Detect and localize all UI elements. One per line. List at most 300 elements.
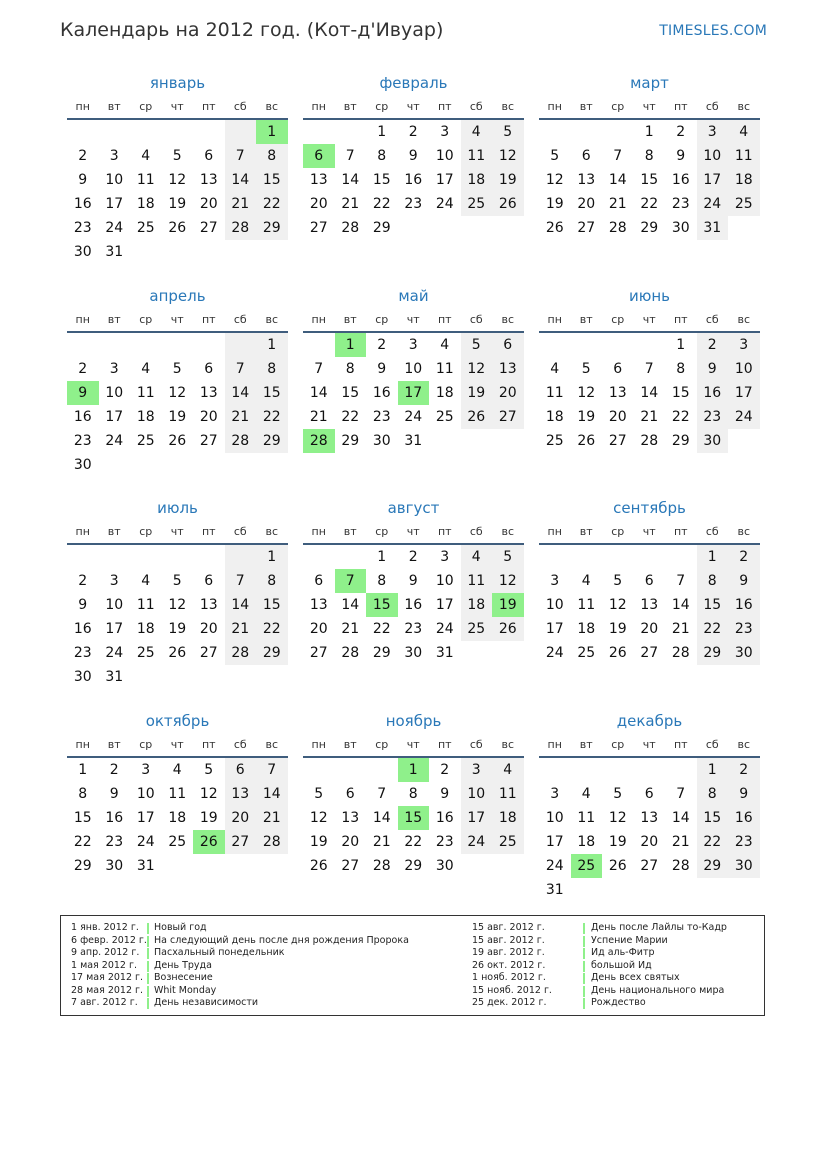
- day-cell[interactable]: 9: [728, 782, 760, 806]
- day-cell[interactable]: 23: [404, 196, 423, 212]
- day-cell[interactable]: 11: [461, 569, 493, 593]
- day-cell[interactable]: 13: [341, 810, 360, 826]
- day-cell[interactable]: 8: [256, 357, 288, 381]
- day-cell[interactable]: 11: [545, 385, 564, 401]
- day-cell[interactable]: 20: [199, 409, 218, 425]
- day-cell[interactable]: 27: [608, 433, 627, 449]
- day-cell[interactable]: 5: [613, 573, 623, 589]
- day-cell[interactable]: 6: [581, 148, 591, 164]
- day-cell[interactable]: 6: [204, 361, 214, 377]
- day-cell[interactable]: 18: [545, 409, 564, 425]
- day-cell[interactable]: 9: [377, 361, 387, 377]
- day-cell[interactable]: 13: [199, 172, 218, 188]
- day-cell[interactable]: 30: [404, 645, 423, 661]
- day-cell[interactable]: 23: [671, 196, 690, 212]
- day-cell[interactable]: 13: [577, 172, 596, 188]
- day-cell[interactable]: 28: [341, 645, 360, 661]
- day-cell[interactable]: 28: [640, 433, 659, 449]
- day-cell[interactable]: 3: [408, 337, 418, 353]
- day-cell[interactable]: 10: [404, 361, 423, 377]
- day-cell[interactable]: 6: [204, 573, 214, 589]
- day-cell[interactable]: 13: [608, 385, 627, 401]
- day-cell[interactable]: 10: [136, 786, 155, 802]
- day-cell[interactable]: 12: [168, 172, 187, 188]
- day-cell[interactable]: 16: [435, 810, 454, 826]
- day-cell[interactable]: 27: [225, 830, 257, 854]
- day-cell[interactable]: 1: [256, 333, 288, 357]
- day-cell[interactable]: 11: [492, 782, 524, 806]
- day-cell[interactable]: 1: [377, 549, 387, 565]
- day-cell[interactable]: 10: [105, 597, 124, 613]
- day-cell[interactable]: 29: [372, 220, 391, 236]
- day-cell[interactable]: 8: [256, 569, 288, 593]
- day-cell[interactable]: 14: [640, 385, 659, 401]
- day-cell[interactable]: 1: [377, 124, 387, 140]
- day-cell[interactable]: 18: [728, 168, 760, 192]
- day-cell[interactable]: 17: [545, 621, 564, 637]
- day-cell[interactable]: 14: [309, 385, 328, 401]
- day-cell[interactable]: 2: [377, 337, 387, 353]
- day-cell[interactable]: 3: [697, 120, 729, 144]
- day-cell[interactable]: 27: [309, 645, 328, 661]
- day-cell[interactable]: 20: [309, 196, 328, 212]
- day-cell[interactable]: 18: [168, 810, 187, 826]
- day-cell[interactable]: 21: [256, 806, 288, 830]
- day-cell[interactable]: 19: [168, 409, 187, 425]
- day-cell[interactable]: 20: [640, 834, 659, 850]
- day-cell[interactable]: 12: [492, 144, 524, 168]
- day-cell[interactable]: 1: [676, 337, 686, 353]
- day-cell[interactable]: 12: [608, 597, 627, 613]
- day-cell[interactable]: 31: [105, 669, 124, 685]
- day-cell[interactable]: 3: [109, 573, 119, 589]
- day-cell[interactable]: 14: [671, 810, 690, 826]
- day-cell[interactable]: 3: [550, 786, 560, 802]
- day-cell[interactable]: 19: [577, 409, 596, 425]
- day-cell[interactable]: 6: [204, 148, 214, 164]
- day-cell[interactable]: 7: [676, 786, 686, 802]
- day-cell[interactable]: 2: [728, 545, 760, 569]
- day-cell[interactable]: 26: [168, 220, 187, 236]
- day-cell[interactable]: 8: [697, 569, 729, 593]
- day-cell[interactable]: 4: [440, 337, 450, 353]
- day-cell[interactable]: 6: [492, 333, 524, 357]
- day-cell[interactable]: 4: [581, 786, 591, 802]
- day-cell[interactable]: 17: [105, 621, 124, 637]
- day-cell[interactable]: 13: [640, 597, 659, 613]
- day-cell[interactable]: 16: [404, 597, 423, 613]
- day-cell[interactable]: 18: [435, 385, 454, 401]
- day-cell[interactable]: 1: [697, 545, 729, 569]
- day-cell[interactable]: 27: [341, 858, 360, 874]
- day-cell[interactable]: 5: [314, 786, 324, 802]
- day-cell[interactable]: 5: [550, 148, 560, 164]
- day-cell[interactable]: 10: [105, 172, 124, 188]
- day-cell[interactable]: 29: [697, 641, 729, 665]
- day-cell[interactable]: 19: [608, 834, 627, 850]
- day-cell[interactable]: 26: [168, 645, 187, 661]
- day-cell[interactable]: 29: [341, 433, 360, 449]
- day-cell[interactable]: 22: [697, 617, 729, 641]
- day-cell[interactable]: 20: [309, 621, 328, 637]
- day-cell[interactable]: 17: [435, 597, 454, 613]
- day-cell[interactable]: 2: [408, 549, 418, 565]
- day-cell[interactable]: 30: [372, 433, 391, 449]
- site-brand-link[interactable]: TIMESLES.COM: [659, 23, 767, 39]
- day-cell[interactable]: 23: [73, 645, 92, 661]
- day-cell[interactable]: 29: [404, 858, 423, 874]
- day-cell[interactable]: 25: [435, 409, 454, 425]
- day-cell[interactable]: 25: [577, 645, 596, 661]
- day-cell[interactable]: 24: [728, 405, 760, 429]
- day-cell[interactable]: 9: [728, 569, 760, 593]
- day-cell[interactable]: 17: [461, 806, 493, 830]
- day-cell[interactable]: 24: [136, 834, 155, 850]
- day-cell[interactable]: 5: [492, 545, 524, 569]
- day-cell[interactable]: 28: [341, 220, 360, 236]
- holiday-day-cell[interactable]: 17: [398, 381, 430, 405]
- day-cell[interactable]: 23: [372, 409, 391, 425]
- day-cell[interactable]: 14: [256, 782, 288, 806]
- day-cell[interactable]: 7: [225, 569, 257, 593]
- day-cell[interactable]: 22: [372, 196, 391, 212]
- day-cell[interactable]: 20: [608, 409, 627, 425]
- day-cell[interactable]: 18: [492, 806, 524, 830]
- day-cell[interactable]: 4: [492, 758, 524, 782]
- day-cell[interactable]: 17: [545, 834, 564, 850]
- day-cell[interactable]: 23: [697, 405, 729, 429]
- day-cell[interactable]: 25: [136, 645, 155, 661]
- day-cell[interactable]: 25: [545, 433, 564, 449]
- day-cell[interactable]: 24: [404, 409, 423, 425]
- day-cell[interactable]: 2: [78, 361, 88, 377]
- day-cell[interactable]: 30: [728, 641, 760, 665]
- day-cell[interactable]: 3: [728, 333, 760, 357]
- day-cell[interactable]: 5: [461, 333, 493, 357]
- day-cell[interactable]: 19: [168, 621, 187, 637]
- day-cell[interactable]: 10: [728, 357, 760, 381]
- day-cell[interactable]: 17: [105, 196, 124, 212]
- day-cell[interactable]: 19: [168, 196, 187, 212]
- day-cell[interactable]: 22: [256, 617, 288, 641]
- day-cell[interactable]: 21: [671, 621, 690, 637]
- day-cell[interactable]: 24: [461, 830, 493, 854]
- day-cell[interactable]: 28: [225, 216, 257, 240]
- day-cell[interactable]: 31: [697, 216, 729, 240]
- day-cell[interactable]: 12: [492, 569, 524, 593]
- day-cell[interactable]: 30: [73, 244, 92, 260]
- day-cell[interactable]: 7: [256, 758, 288, 782]
- day-cell[interactable]: 14: [341, 597, 360, 613]
- day-cell[interactable]: 13: [199, 385, 218, 401]
- day-cell[interactable]: 12: [199, 786, 218, 802]
- holiday-day-cell[interactable]: 9: [67, 381, 99, 405]
- day-cell[interactable]: 7: [377, 786, 387, 802]
- day-cell[interactable]: 6: [225, 758, 257, 782]
- day-cell[interactable]: 15: [73, 810, 92, 826]
- day-cell[interactable]: 16: [697, 381, 729, 405]
- day-cell[interactable]: 2: [78, 573, 88, 589]
- day-cell[interactable]: 8: [78, 786, 88, 802]
- day-cell[interactable]: 25: [461, 617, 493, 641]
- day-cell[interactable]: 30: [105, 858, 124, 874]
- day-cell[interactable]: 22: [372, 621, 391, 637]
- day-cell[interactable]: 9: [676, 148, 686, 164]
- day-cell[interactable]: 9: [697, 357, 729, 381]
- day-cell[interactable]: 15: [697, 806, 729, 830]
- day-cell[interactable]: 27: [199, 220, 218, 236]
- day-cell[interactable]: 31: [435, 645, 454, 661]
- day-cell[interactable]: 18: [461, 593, 493, 617]
- day-cell[interactable]: 29: [640, 220, 659, 236]
- day-cell[interactable]: 15: [697, 593, 729, 617]
- day-cell[interactable]: 21: [341, 621, 360, 637]
- day-cell[interactable]: 7: [644, 361, 654, 377]
- day-cell[interactable]: 28: [671, 858, 690, 874]
- day-cell[interactable]: 7: [676, 573, 686, 589]
- day-cell[interactable]: 26: [309, 858, 328, 874]
- day-cell[interactable]: 10: [697, 144, 729, 168]
- day-cell[interactable]: 16: [728, 593, 760, 617]
- day-cell[interactable]: 14: [225, 168, 257, 192]
- day-cell[interactable]: 14: [225, 593, 257, 617]
- day-cell[interactable]: 10: [545, 597, 564, 613]
- holiday-day-cell[interactable]: 15: [366, 593, 398, 617]
- day-cell[interactable]: 16: [372, 385, 391, 401]
- day-cell[interactable]: 28: [608, 220, 627, 236]
- day-cell[interactable]: 6: [314, 573, 324, 589]
- day-cell[interactable]: 3: [440, 124, 450, 140]
- day-cell[interactable]: 29: [671, 433, 690, 449]
- day-cell[interactable]: 7: [314, 361, 324, 377]
- day-cell[interactable]: 27: [199, 645, 218, 661]
- day-cell[interactable]: 25: [492, 830, 524, 854]
- day-cell[interactable]: 17: [435, 172, 454, 188]
- holiday-day-cell[interactable]: 1: [398, 758, 430, 782]
- day-cell[interactable]: 29: [256, 641, 288, 665]
- day-cell[interactable]: 4: [461, 120, 493, 144]
- day-cell[interactable]: 19: [492, 168, 524, 192]
- day-cell[interactable]: 10: [105, 385, 124, 401]
- day-cell[interactable]: 8: [377, 148, 387, 164]
- day-cell[interactable]: 10: [435, 573, 454, 589]
- day-cell[interactable]: 17: [728, 381, 760, 405]
- holiday-day-cell[interactable]: 26: [193, 830, 225, 854]
- day-cell[interactable]: 22: [341, 409, 360, 425]
- day-cell[interactable]: 23: [404, 621, 423, 637]
- holiday-day-cell[interactable]: 1: [256, 120, 288, 144]
- day-cell[interactable]: 8: [345, 361, 355, 377]
- day-cell[interactable]: 12: [545, 172, 564, 188]
- day-cell[interactable]: 16: [728, 806, 760, 830]
- day-cell[interactable]: 5: [492, 120, 524, 144]
- day-cell[interactable]: 1: [697, 758, 729, 782]
- day-cell[interactable]: 18: [136, 196, 155, 212]
- day-cell[interactable]: 15: [671, 385, 690, 401]
- day-cell[interactable]: 11: [461, 144, 493, 168]
- day-cell[interactable]: 26: [168, 433, 187, 449]
- day-cell[interactable]: 17: [697, 168, 729, 192]
- day-cell[interactable]: 1: [256, 545, 288, 569]
- day-cell[interactable]: 23: [105, 834, 124, 850]
- day-cell[interactable]: 26: [492, 617, 524, 641]
- day-cell[interactable]: 4: [728, 120, 760, 144]
- day-cell[interactable]: 2: [697, 333, 729, 357]
- holiday-day-cell[interactable]: 15: [398, 806, 430, 830]
- day-cell[interactable]: 14: [372, 810, 391, 826]
- day-cell[interactable]: 10: [545, 810, 564, 826]
- day-cell[interactable]: 3: [109, 361, 119, 377]
- day-cell[interactable]: 23: [728, 830, 760, 854]
- day-cell[interactable]: 20: [199, 196, 218, 212]
- day-cell[interactable]: 3: [550, 573, 560, 589]
- holiday-day-cell[interactable]: 7: [335, 569, 367, 593]
- day-cell[interactable]: 29: [372, 645, 391, 661]
- day-cell[interactable]: 22: [671, 409, 690, 425]
- day-cell[interactable]: 4: [172, 762, 182, 778]
- day-cell[interactable]: 9: [78, 597, 88, 613]
- day-cell[interactable]: 24: [545, 645, 564, 661]
- day-cell[interactable]: 31: [105, 244, 124, 260]
- day-cell[interactable]: 2: [408, 124, 418, 140]
- day-cell[interactable]: 25: [136, 433, 155, 449]
- day-cell[interactable]: 12: [309, 810, 328, 826]
- day-cell[interactable]: 24: [435, 196, 454, 212]
- day-cell[interactable]: 14: [671, 597, 690, 613]
- day-cell[interactable]: 29: [256, 216, 288, 240]
- day-cell[interactable]: 13: [225, 782, 257, 806]
- day-cell[interactable]: 28: [372, 858, 391, 874]
- day-cell[interactable]: 5: [172, 573, 182, 589]
- day-cell[interactable]: 24: [105, 220, 124, 236]
- holiday-day-cell[interactable]: 1: [335, 333, 367, 357]
- day-cell[interactable]: 24: [105, 433, 124, 449]
- day-cell[interactable]: 7: [345, 148, 355, 164]
- day-cell[interactable]: 29: [697, 854, 729, 878]
- day-cell[interactable]: 12: [461, 357, 493, 381]
- day-cell[interactable]: 26: [492, 192, 524, 216]
- day-cell[interactable]: 30: [671, 220, 690, 236]
- day-cell[interactable]: 24: [545, 858, 564, 874]
- day-cell[interactable]: 8: [676, 361, 686, 377]
- day-cell[interactable]: 21: [671, 834, 690, 850]
- day-cell[interactable]: 11: [136, 385, 155, 401]
- day-cell[interactable]: 4: [141, 361, 151, 377]
- day-cell[interactable]: 7: [225, 357, 257, 381]
- holiday-day-cell[interactable]: 19: [492, 593, 524, 617]
- day-cell[interactable]: 18: [136, 621, 155, 637]
- day-cell[interactable]: 17: [136, 810, 155, 826]
- day-cell[interactable]: 28: [256, 830, 288, 854]
- holiday-day-cell[interactable]: 6: [303, 144, 335, 168]
- day-cell[interactable]: 16: [671, 172, 690, 188]
- day-cell[interactable]: 21: [640, 409, 659, 425]
- day-cell[interactable]: 3: [461, 758, 493, 782]
- day-cell[interactable]: 22: [256, 192, 288, 216]
- day-cell[interactable]: 25: [168, 834, 187, 850]
- day-cell[interactable]: 8: [377, 573, 387, 589]
- day-cell[interactable]: 12: [577, 385, 596, 401]
- day-cell[interactable]: 20: [341, 834, 360, 850]
- day-cell[interactable]: 25: [136, 220, 155, 236]
- day-cell[interactable]: 27: [640, 858, 659, 874]
- holiday-day-cell[interactable]: 25: [571, 854, 603, 878]
- day-cell[interactable]: 8: [256, 144, 288, 168]
- day-cell[interactable]: 21: [225, 192, 257, 216]
- day-cell[interactable]: 11: [577, 810, 596, 826]
- day-cell[interactable]: 29: [73, 858, 92, 874]
- day-cell[interactable]: 27: [309, 220, 328, 236]
- day-cell[interactable]: 31: [404, 433, 423, 449]
- day-cell[interactable]: 12: [608, 810, 627, 826]
- day-cell[interactable]: 24: [105, 645, 124, 661]
- day-cell[interactable]: 30: [728, 854, 760, 878]
- day-cell[interactable]: 15: [256, 381, 288, 405]
- day-cell[interactable]: 20: [199, 621, 218, 637]
- day-cell[interactable]: 9: [408, 148, 418, 164]
- day-cell[interactable]: 9: [78, 172, 88, 188]
- day-cell[interactable]: 19: [545, 196, 564, 212]
- day-cell[interactable]: 16: [73, 409, 92, 425]
- day-cell[interactable]: 28: [671, 645, 690, 661]
- day-cell[interactable]: 14: [608, 172, 627, 188]
- day-cell[interactable]: 1: [644, 124, 654, 140]
- day-cell[interactable]: 22: [697, 830, 729, 854]
- day-cell[interactable]: 26: [577, 433, 596, 449]
- day-cell[interactable]: 5: [172, 148, 182, 164]
- day-cell[interactable]: 19: [608, 621, 627, 637]
- day-cell[interactable]: 27: [640, 645, 659, 661]
- day-cell[interactable]: 18: [577, 834, 596, 850]
- day-cell[interactable]: 26: [608, 645, 627, 661]
- day-cell[interactable]: 6: [613, 361, 623, 377]
- day-cell[interactable]: 21: [225, 405, 257, 429]
- day-cell[interactable]: 14: [341, 172, 360, 188]
- day-cell[interactable]: 13: [309, 597, 328, 613]
- day-cell[interactable]: 25: [728, 192, 760, 216]
- day-cell[interactable]: 11: [577, 597, 596, 613]
- day-cell[interactable]: 20: [492, 381, 524, 405]
- day-cell[interactable]: 13: [199, 597, 218, 613]
- day-cell[interactable]: 16: [73, 196, 92, 212]
- day-cell[interactable]: 8: [697, 782, 729, 806]
- day-cell[interactable]: 25: [461, 192, 493, 216]
- day-cell[interactable]: 18: [136, 409, 155, 425]
- day-cell[interactable]: 30: [697, 429, 729, 453]
- day-cell[interactable]: 3: [109, 148, 119, 164]
- day-cell[interactable]: 19: [309, 834, 328, 850]
- day-cell[interactable]: 21: [225, 617, 257, 641]
- day-cell[interactable]: 4: [141, 148, 151, 164]
- day-cell[interactable]: 21: [608, 196, 627, 212]
- day-cell[interactable]: 12: [168, 597, 187, 613]
- day-cell[interactable]: 15: [256, 593, 288, 617]
- day-cell[interactable]: 20: [577, 196, 596, 212]
- day-cell[interactable]: 22: [640, 196, 659, 212]
- day-cell[interactable]: 20: [225, 806, 257, 830]
- day-cell[interactable]: 23: [728, 617, 760, 641]
- day-cell[interactable]: 7: [225, 144, 257, 168]
- day-cell[interactable]: 6: [644, 786, 654, 802]
- day-cell[interactable]: 31: [136, 858, 155, 874]
- day-cell[interactable]: 22: [256, 405, 288, 429]
- day-cell[interactable]: 11: [435, 361, 454, 377]
- day-cell[interactable]: 11: [168, 786, 187, 802]
- day-cell[interactable]: 2: [676, 124, 686, 140]
- day-cell[interactable]: 27: [199, 433, 218, 449]
- day-cell[interactable]: 23: [435, 834, 454, 850]
- day-cell[interactable]: 4: [581, 573, 591, 589]
